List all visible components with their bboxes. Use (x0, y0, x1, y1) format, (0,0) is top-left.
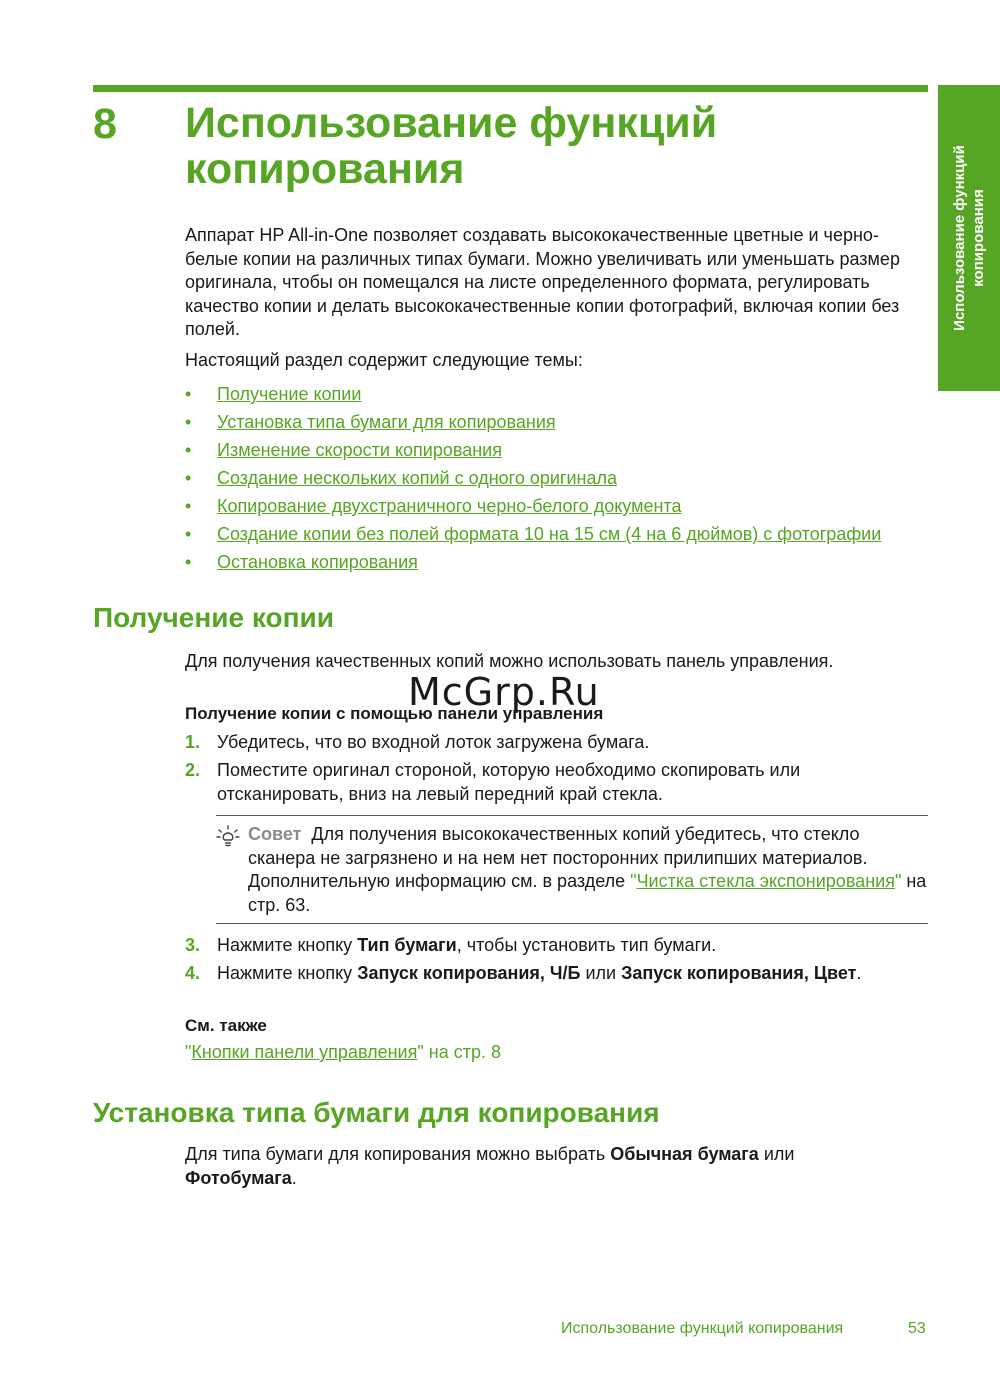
chapter-title-line2: копирования (185, 145, 465, 193)
step-number: 4. (185, 963, 201, 983)
step-number: 3. (185, 935, 201, 955)
topic-link[interactable]: Остановка копирования (217, 552, 418, 572)
topics-list (185, 382, 881, 578)
see-also-suffix: на стр. 8 (423, 1042, 501, 1062)
list-item (185, 494, 881, 522)
section2-text-part: . (291, 1167, 297, 1188)
tip-top-rule (216, 815, 928, 816)
topic-link[interactable]: Создание копии без полей формата 10 на 15 см (4 на 6 дюймов) с фотографии (217, 524, 882, 544)
steps-list-continued (185, 933, 930, 989)
see-also-ref (185, 1042, 501, 1063)
quote-mark: " (185, 1042, 192, 1062)
topics-intro: Настоящий раздел содержит следующие темы: (185, 350, 583, 370)
list-item (185, 382, 881, 410)
tip-label: Совет (248, 824, 302, 844)
topic-link[interactable]: Создание нескольких копий с одного оригинала (217, 468, 617, 488)
tip-text (248, 823, 928, 917)
step-number: 2. (185, 760, 201, 780)
quote-mark: " (894, 871, 902, 891)
tip-suffix: на стр. 63. (248, 871, 927, 915)
section1-text: Для получения качественных копий можно использовать панель управления. (185, 651, 834, 671)
bullet-icon: • (185, 552, 192, 572)
step-text: Нажмите кнопку (217, 935, 358, 955)
quote-mark: " (630, 871, 637, 891)
button-name: Запуск копирования, Цвет (621, 963, 857, 983)
list-item (185, 466, 881, 494)
section2-text (185, 1143, 930, 1190)
list-item (185, 550, 881, 578)
intro-paragraph: Аппарат HP All-in-One позволяет создавать высококачественные цветные и черно-белые копии на различных типах бумаги. Можно увеличивать или уменьшать размер оригинала, чтобы он помещался на листе определенного формата, регулировать качество копии и делать высококачественные копии фотографий, включая копии без полей. (185, 225, 900, 339)
steps-list (185, 730, 930, 810)
section-heading-copy: Получение копии (93, 602, 334, 633)
section-heading-paper-type: Установка типа бумаги для копирования (93, 1097, 660, 1128)
step-item (185, 961, 930, 985)
step-item (185, 758, 930, 806)
list-item (185, 438, 881, 466)
option-name: Обычная бумага (610, 1144, 759, 1164)
see-also-title: См. также (185, 1016, 267, 1035)
step-text: Убедитесь, что во входной лоток загружена бумага. (217, 732, 650, 752)
option-name: Фотобумага (185, 1167, 292, 1188)
lightbulb-icon (216, 825, 240, 849)
tip-box (216, 823, 928, 917)
topic-link[interactable]: Получение копии (217, 384, 362, 404)
topic-link[interactable]: Копирование двухстраничного черно-белого документа (217, 496, 682, 516)
side-tab-label (950, 145, 988, 331)
side-tab-line2: копирования (970, 189, 987, 287)
step-item (185, 730, 930, 754)
header-rule (93, 85, 928, 92)
section2-text-part: Для типа бумаги для копирования можно выбрать (185, 1144, 611, 1164)
tip-bottom-rule (216, 923, 928, 924)
step-text: , чтобы установить тип бумаги. (456, 935, 717, 955)
step-text: или (580, 963, 622, 983)
step-text: Нажмите кнопку (217, 963, 358, 983)
list-item (185, 410, 881, 438)
side-tab-line1: Использование функций (951, 145, 968, 331)
page-number: 53 (908, 1320, 926, 1337)
section2-text-part: или (758, 1144, 795, 1164)
step-text: . (856, 963, 862, 983)
button-name: Запуск копирования, Ч/Б (357, 963, 581, 983)
tip-link[interactable]: Чистка стекла экспонирования (636, 871, 895, 891)
side-chapter-tab (938, 85, 1000, 391)
bullet-icon: • (185, 412, 192, 432)
bullet-icon: • (185, 496, 192, 516)
topic-link[interactable]: Установка типа бумаги для копирования (217, 412, 556, 432)
topic-link[interactable]: Изменение скорости копирования (217, 440, 502, 460)
step-item (185, 933, 930, 957)
watermark: McGrp.Ru (408, 670, 600, 714)
bullet-icon: • (185, 384, 192, 404)
step-number: 1. (185, 732, 201, 752)
bullet-icon: • (185, 468, 192, 488)
list-item (185, 522, 881, 550)
chapter-title (185, 100, 717, 192)
chapter-number: 8 (93, 100, 117, 148)
chapter-title-line1: Использование функций (185, 99, 718, 147)
step-text: Поместите оригинал стороной, которую необходимо скопировать или отсканировать, вниз на левый передний край стекла. (217, 760, 801, 804)
bullet-icon: • (185, 440, 192, 460)
see-also-link[interactable]: Кнопки панели управления (191, 1042, 418, 1062)
button-name: Тип бумаги (357, 935, 457, 955)
bullet-icon: • (185, 524, 192, 544)
footer-title: Использование функций копирования (561, 1320, 844, 1337)
procedure-title: Получение копии с помощью панели управления (185, 704, 604, 723)
quote-mark: " (417, 1042, 424, 1062)
tip-body-text: Для получения высококачественных копий убедитесь, что стекло сканера не загрязнено и на нем нет посторонних прилипших материалов. Дополнительную информацию см. в разделе (248, 824, 868, 891)
